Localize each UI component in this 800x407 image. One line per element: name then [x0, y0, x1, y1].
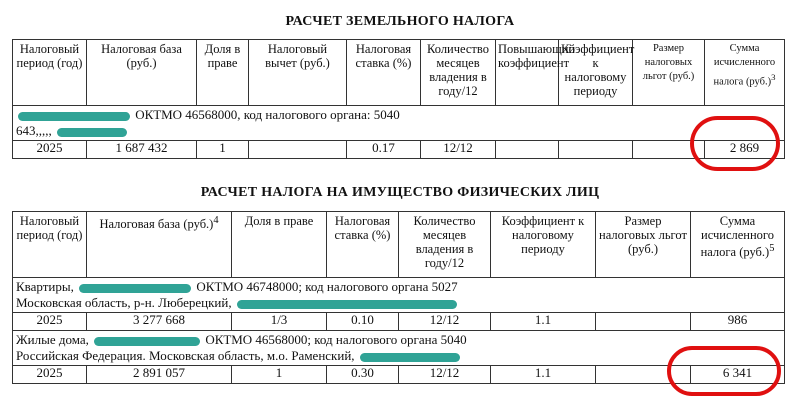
header-cell-sum [705, 40, 785, 106]
object-address: Российская Федерация. Московская область, м.о. Раменский, [16, 348, 355, 363]
object-type: Квартиры, [16, 279, 74, 294]
redaction-mark [57, 128, 127, 137]
highlight-circle-property-tax [667, 346, 781, 396]
header-cell: Коэффициент к налоговому периоду [491, 212, 596, 278]
header-cell-sum [691, 212, 785, 278]
header-cell: Налоговый период (год) [13, 212, 87, 278]
cell-tax-sum: 2 869 [705, 141, 785, 159]
cell-period: 2025 [13, 366, 87, 384]
table-row [13, 313, 785, 331]
property-object-info [13, 278, 785, 313]
redaction-mark [237, 300, 457, 309]
cell-share: 1 [232, 366, 327, 384]
cell-benefits [596, 313, 691, 331]
cell-base: 3 277 668 [87, 313, 232, 331]
header-cell: Налоговая база (руб.) [87, 40, 197, 106]
cell-period: 2025 [13, 313, 87, 331]
highlight-circle-land-tax [690, 116, 780, 171]
cell-rate: 0.17 [347, 141, 421, 159]
object-description [13, 106, 785, 141]
property-tax-title: РАСЧЕТ НАЛОГА НА ИМУЩЕСТВО ФИЗИЧЕСКИХ ЛИЦ [200, 185, 600, 200]
object-line1: ОКТМО 46568000; код налогового органа 5040 [205, 332, 467, 347]
header-cell: Налоговая ставка (%) [347, 40, 421, 106]
land-tax-title: РАСЧЕТ ЗЕМЕЛЬНОГО НАЛОГА [285, 14, 515, 29]
header-cell: Размер налоговых льгот (руб.) [633, 40, 705, 106]
header-cell: Налоговый период (год) [13, 40, 87, 106]
cell-months: 12/12 [399, 366, 491, 384]
cell-base: 1 687 432 [87, 141, 197, 159]
land-tax-table [12, 39, 785, 159]
object-line2: 643,,,,, [16, 123, 52, 138]
header-cell-base [87, 212, 232, 278]
object-address: Московская область, р-н. Люберецкий, [16, 295, 232, 310]
cell-months: 12/12 [399, 313, 491, 331]
header-cell: Коэффициент к налоговому периоду [559, 40, 633, 106]
cell-period-coef [559, 141, 633, 159]
redaction-mark [94, 337, 200, 346]
cell-rate: 0.30 [327, 366, 399, 384]
property-header-row [13, 212, 785, 278]
footnote-mark: 3 [771, 72, 776, 82]
header-cell: Доля в праве [232, 212, 327, 278]
header-cell: Налоговая ставка (%) [327, 212, 399, 278]
header-text: Сумма исчисленного налога (руб.) [700, 214, 774, 260]
header-cell: Количество месяцев владения в году/12 [421, 40, 496, 106]
cell-tax-sum: 6 341 [691, 366, 785, 384]
object-description [13, 278, 785, 313]
cell-share: 1 [197, 141, 249, 159]
header-cell: Повышающий коэффициент [496, 40, 559, 106]
object-type: Жилые дома, [16, 332, 89, 347]
cell-share: 1/3 [232, 313, 327, 331]
cell-rate: 0.10 [327, 313, 399, 331]
cell-coef [496, 141, 559, 159]
header-cell: Количество месяцев владения в году/12 [399, 212, 491, 278]
cell-period-coef: 1.1 [491, 313, 596, 331]
cell-base: 2 891 057 [87, 366, 232, 384]
cell-period: 2025 [13, 141, 87, 159]
header-text: Налоговая база (руб.) [99, 217, 214, 232]
header-text: Сумма исчисленного налога (руб.) [713, 43, 776, 88]
object-line1: ОКТМО 46568000, код налогового органа: 5040 [135, 107, 400, 122]
cell-months: 12/12 [421, 141, 496, 159]
header-cell: Размер налоговых льгот (руб.) [596, 212, 691, 278]
header-cell: Налоговый вычет (руб.) [249, 40, 347, 106]
table-row [13, 141, 785, 159]
header-cell: Доля в праве [197, 40, 249, 106]
redaction-mark [79, 284, 191, 293]
cell-deduction [249, 141, 347, 159]
land-header-row [13, 40, 785, 106]
land-object-info [13, 106, 785, 141]
object-line1: ОКТМО 46748000; код налогового органа 5027 [196, 279, 458, 294]
cell-period-coef: 1.1 [491, 366, 596, 384]
footnote-mark: 4 [213, 215, 219, 226]
footnote-mark: 5 [769, 243, 775, 254]
redaction-mark [360, 353, 460, 362]
cell-tax-sum: 986 [691, 313, 785, 331]
redaction-mark [18, 112, 130, 121]
